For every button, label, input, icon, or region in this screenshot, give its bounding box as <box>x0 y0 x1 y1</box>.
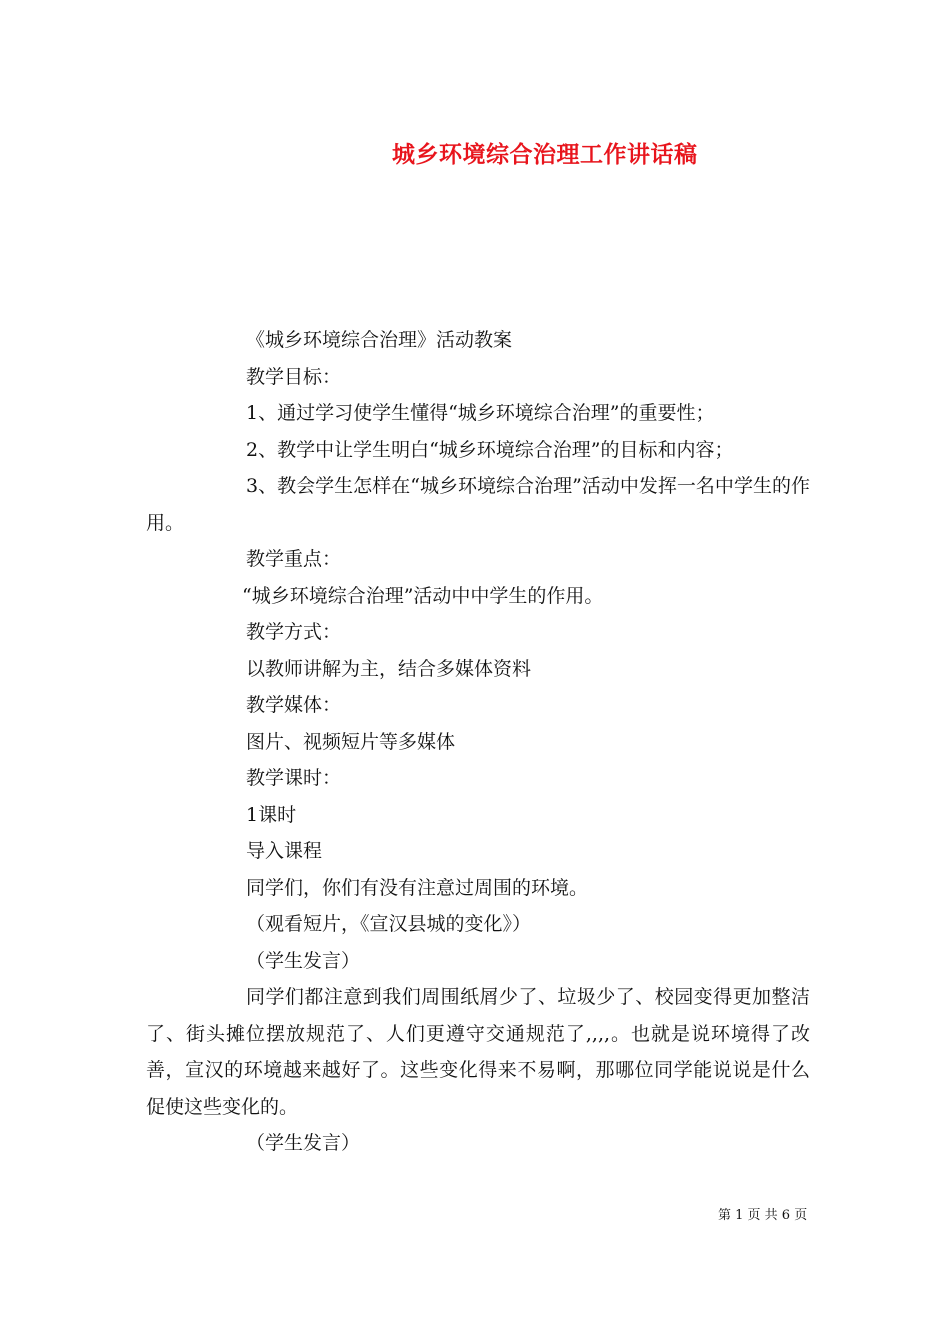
paragraph-goal-3: 3、教会学生怎样在“城乡环境综合治理”活动中发挥一名中学生的作用。 <box>146 475 810 534</box>
paragraph-watch-video: （观看短片，《宣汉县城的变化》） <box>246 913 532 935</box>
paragraph-teaching-media-label: 教学媒体： <box>246 694 342 716</box>
paragraph-teaching-method: 以教师讲解为主，结合多媒体资料 <box>246 657 532 680</box>
paragraph-student-speech-2: （学生发言） <box>246 1132 361 1154</box>
paragraph-teaching-goals-label: 教学目标： <box>246 365 342 388</box>
paragraph-teaching-focus-label: 教学重点： <box>246 548 342 570</box>
paragraph-goal-2: 2、教学中让学生明白“城乡环境综合治理”的目标和内容； <box>246 438 734 461</box>
document-title: 城乡环境综合治理工作讲话稿 <box>392 141 698 168</box>
paragraph-teaching-media: 图片、视频短片等多媒体 <box>246 730 456 753</box>
paragraph-lesson-plan-heading: 《城乡环境综合治理》活动教案 <box>246 329 513 351</box>
paragraph-environment-changes: 同学们都注意到我们周围纸屑少了、垃圾少了、校园变得更加整洁了、街头摊位摆放规范了、人们更遵守交通规范了,,,,。也就是说环境得了改善，宣汉的环境越来越好了。这些变化得来不易啊，那哪位同学能说说是什么促使这些变化的。 <box>146 986 810 1118</box>
paragraph-teaching-focus: “城乡环境综合治理”活动中中学生的作用。 <box>242 584 604 607</box>
paragraph-intro-question: 同学们，你们有没有注意过周围的环境。 <box>246 876 589 899</box>
paragraph-class-hours: 1课时 <box>246 803 297 826</box>
paragraph-lesson-intro-label: 导入课程 <box>246 840 323 862</box>
paragraph-teaching-method-label: 教学方式： <box>246 621 342 643</box>
paragraph-goal-1: 1、通过学习使学生懂得“城乡环境综合治理”的重要性； <box>246 402 715 424</box>
document-body <box>146 322 810 1162</box>
page-number-footer: 第 1 页 共 6 页 <box>718 1208 808 1223</box>
paragraph-class-hours-label: 教学课时： <box>246 767 342 789</box>
paragraph-student-speech-1: （学生发言） <box>246 949 361 972</box>
